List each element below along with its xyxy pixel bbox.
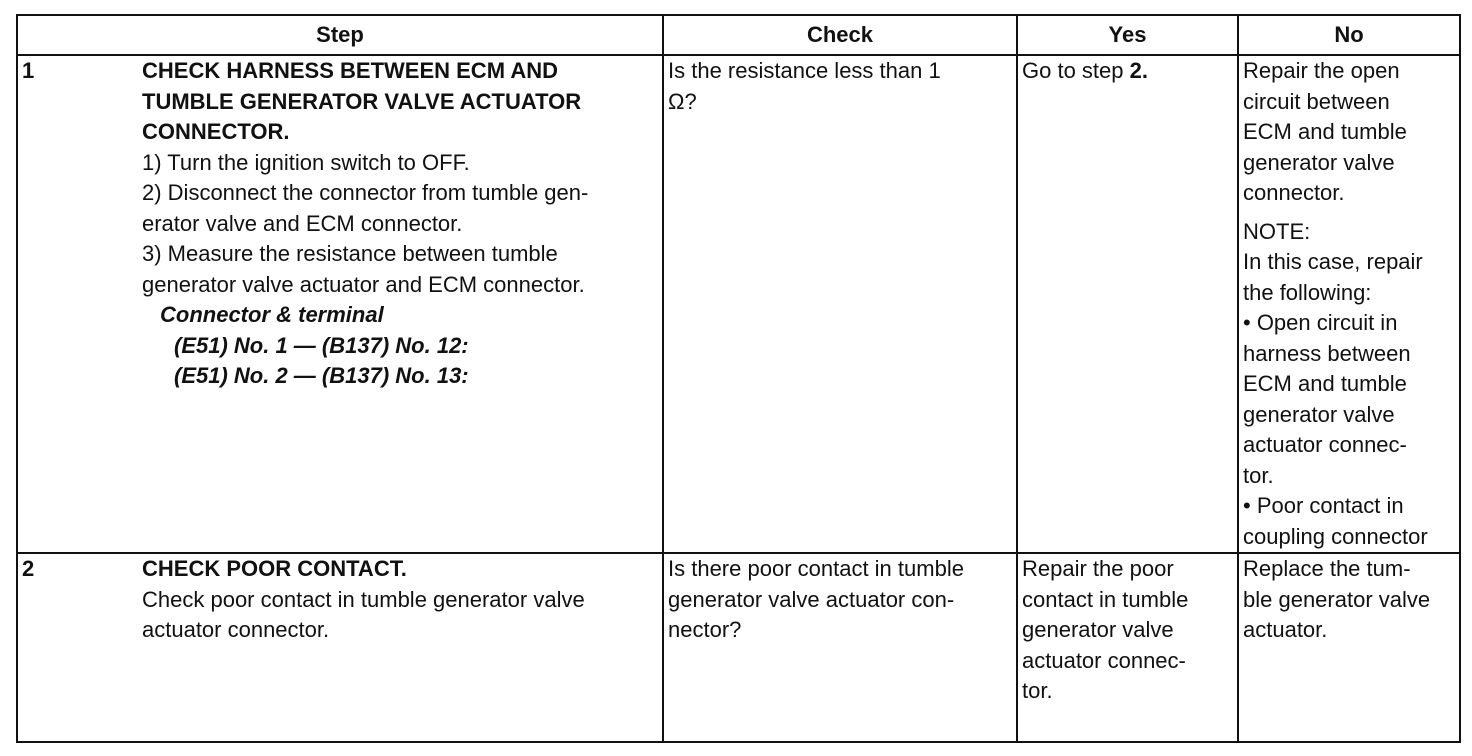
step-title-line: CHECK HARNESS BETWEEN ECM AND bbox=[142, 58, 558, 83]
header-no: No bbox=[1238, 15, 1460, 55]
note-line: • Open circuit in bbox=[1243, 310, 1398, 335]
step-cell bbox=[17, 55, 663, 553]
note-label: NOTE: bbox=[1243, 218, 1311, 244]
no-line: circuit between bbox=[1243, 88, 1390, 114]
connector-heading: Connector & terminal bbox=[160, 302, 384, 327]
note-line: harness between bbox=[1243, 340, 1411, 366]
yes-cell bbox=[1017, 55, 1238, 553]
yes-prefix: Go to step bbox=[1022, 58, 1130, 83]
no-line: ble generator valve bbox=[1243, 586, 1431, 612]
check-cell bbox=[663, 55, 1017, 553]
step-title-line: CONNECTOR. bbox=[142, 119, 290, 144]
instruction-line: erator valve and ECM connector. bbox=[142, 210, 463, 236]
yes-line: tor. bbox=[1022, 678, 1053, 703]
instruction-line: 1) Turn the ignition switch to OFF. bbox=[142, 149, 470, 175]
check-line: Ω? bbox=[668, 88, 697, 114]
note-line: actuator connec- bbox=[1243, 432, 1407, 457]
check-line: Is the resistance less than 1 bbox=[668, 58, 941, 83]
note-line: ECM and tumble bbox=[1243, 371, 1407, 396]
yes-line: contact in tumble bbox=[1022, 586, 1189, 612]
yes-step-ref: 2. bbox=[1129, 58, 1148, 83]
connector-item: (E51) No. 1 — (B137) No. 12: bbox=[174, 332, 469, 358]
instruction-line: generator valve actuator and ECM connector. bbox=[142, 271, 585, 297]
instruction-line: Check poor contact in tumble generator valve bbox=[142, 586, 585, 612]
step-title-line: TUMBLE GENERATOR VALVE ACTUATOR bbox=[142, 88, 582, 114]
check-line: generator valve actuator con- bbox=[668, 586, 955, 612]
table-row bbox=[17, 55, 1460, 553]
no-cell bbox=[1238, 55, 1460, 553]
note-line: • Poor contact in bbox=[1243, 493, 1404, 518]
header-check: Check bbox=[663, 15, 1017, 55]
table-header-row bbox=[17, 15, 1460, 55]
step-number: 1 bbox=[22, 58, 35, 83]
no-line: actuator. bbox=[1243, 617, 1328, 642]
connector-item: (E51) No. 2 — (B137) No. 13: bbox=[174, 363, 469, 388]
no-line: generator valve bbox=[1243, 149, 1395, 175]
note-line: generator valve bbox=[1243, 401, 1395, 427]
yes-cell bbox=[1017, 553, 1238, 742]
note-line: coupling connector bbox=[1243, 523, 1428, 549]
check-cell bbox=[663, 553, 1017, 742]
check-line: Is there poor contact in tumble bbox=[668, 556, 964, 581]
no-cell bbox=[1238, 553, 1460, 742]
no-line: Repair the open bbox=[1243, 58, 1400, 83]
step-title-line: CHECK POOR CONTACT. bbox=[142, 556, 407, 581]
yes-text bbox=[1022, 56, 1233, 87]
no-line: Replace the tum- bbox=[1243, 556, 1411, 581]
table-row bbox=[17, 553, 1460, 742]
no-line: connector. bbox=[1243, 180, 1345, 205]
yes-line: Repair the poor bbox=[1022, 556, 1174, 581]
instruction-line: 2) Disconnect the connector from tumble gen- bbox=[142, 180, 589, 205]
note-line: the following: bbox=[1243, 279, 1372, 305]
step-cell bbox=[17, 553, 663, 742]
instruction-line: actuator connector. bbox=[142, 617, 330, 642]
yes-line: actuator connec- bbox=[1022, 647, 1186, 673]
header-step: Step bbox=[17, 15, 663, 55]
instruction-line: 3) Measure the resistance between tumble bbox=[142, 241, 558, 266]
note-line: tor. bbox=[1243, 462, 1274, 488]
check-line: nector? bbox=[668, 617, 742, 642]
header-yes: Yes bbox=[1017, 15, 1238, 55]
note-line: In this case, repair bbox=[1243, 249, 1423, 274]
yes-line: generator valve bbox=[1022, 617, 1174, 642]
no-line: ECM and tumble bbox=[1243, 119, 1407, 144]
diagnostic-procedure-table bbox=[16, 14, 1461, 743]
step-number: 2 bbox=[22, 556, 35, 581]
